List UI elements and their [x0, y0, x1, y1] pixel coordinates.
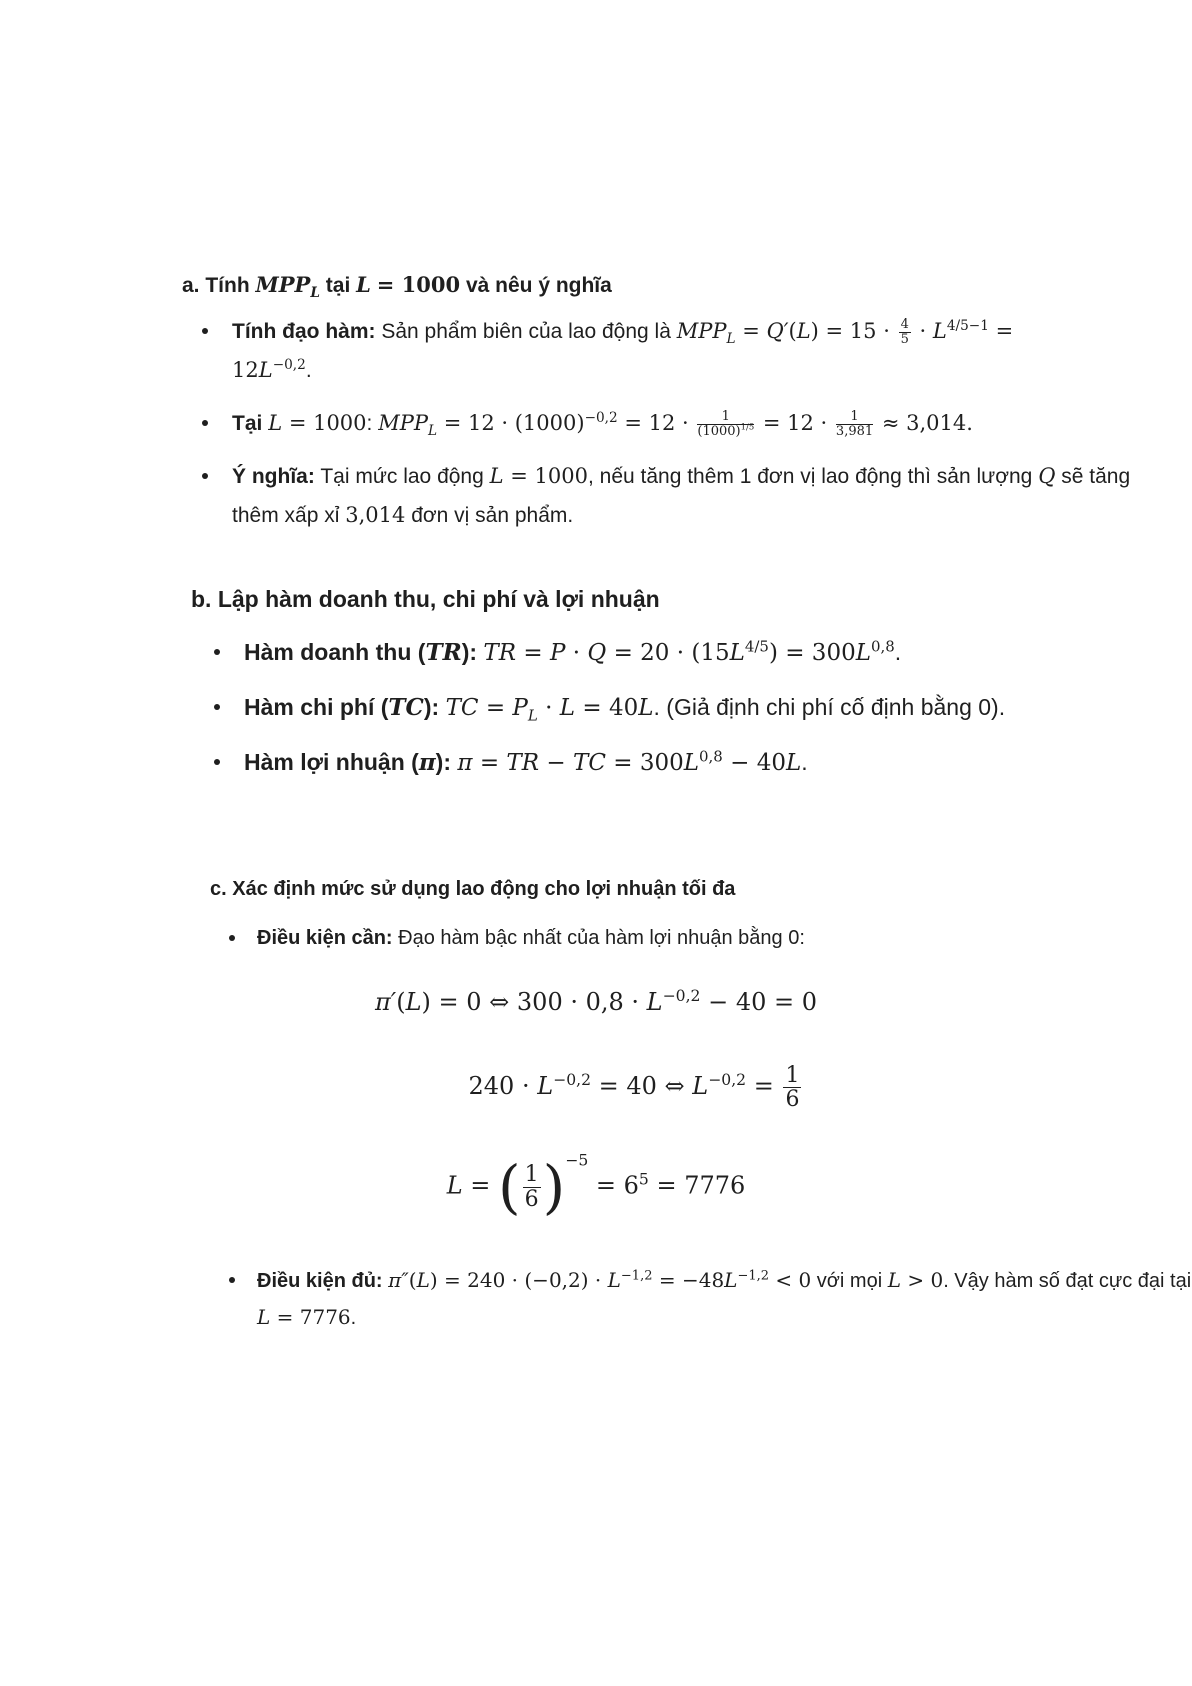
bullet-sufficient-condition: Điều kiện đủ: $\pi''(L) = 240 \cdot (-0,2) \cdot L^{-1,2} = -48L^{-1,2} < 0$ với mọi L > 0. Vậy hàm số đạt cực đại tại L = 7776. [257, 1262, 1192, 1336]
section-a-heading: a. Tính $MPP_L$ tại L = 1000 và nêu ý nghĩa [182, 272, 612, 302]
bullet-profit: Hàm lợi nhuận (π): π = TR − TC = $300L^{0,8} - 40L$. [244, 747, 1151, 778]
section-c-heading: c. Xác định mức sử dụng lao động cho lợi nhuận tối đa [210, 878, 736, 900]
bullet-cost: Hàm chi phí (TC): TC = $P_L \cdot L = 40L$. (Giả định chi phí cố định bằng 0). [244, 692, 1151, 723]
bullet-meaning: Ý nghĩa: Tại mức lao động L = 1000, nếu tăng thêm 1 đơn vị lao động thì sản lượng Q sẽ tăng thêm xấp xỉ 3,014 đơn vị sản phẩm. [232, 457, 1152, 535]
section-c-list-2 [210, 1262, 1192, 1336]
bullet-revenue: Hàm doanh thu (TR): TR = $P \cdot Q = 20 \cdot (15L^{4/5}) = 300L^{0,8}$. [244, 637, 1151, 668]
equation-result: L = ( $\frac{1}{6}$ )$^{-5} = 6^5 = 7776$ [446, 1151, 746, 1221]
section-b-heading: b. Lập hàm doanh thu, chi phí và lợi nhuận [191, 586, 660, 612]
equation-solve: $240 \cdot L^{-0,2} = 40$ ⇔ $L^{-0,2}$ = $\frac{1}{6}$ [468, 1063, 800, 1113]
equation-first-derivative: π′(L) = 0 ⇔ $300 \cdot 0,8 \cdot L^{-0,2} - 40 = 0$ [374, 987, 818, 1016]
bullet-at-1000: Tại L = 1000: $MPP_L = 12 \cdot (1000)^{-0,2} = 12$ · $\frac{1}{(1000)^{1/5}}$ = 12 · $\frac{1}{3,981}$ ≈ 3,014. [232, 404, 1152, 443]
section-a [182, 272, 1152, 549]
bullet-derivative: Tính đạo hàm: Sản phẩm biên của lao động là $MPP_L = Q'(L) = 15$ · $\frac{4}{5}$ · $L^{4/5-1}$ = $12L^{-0,2}$. [232, 312, 1152, 390]
section-c [210, 878, 1150, 955]
section-b [191, 586, 1151, 802]
bullet-necessary-condition: Điều kiện cần: Đạo hàm bậc nhất của hàm lợi nhuận bằng 0: [257, 921, 1150, 955]
